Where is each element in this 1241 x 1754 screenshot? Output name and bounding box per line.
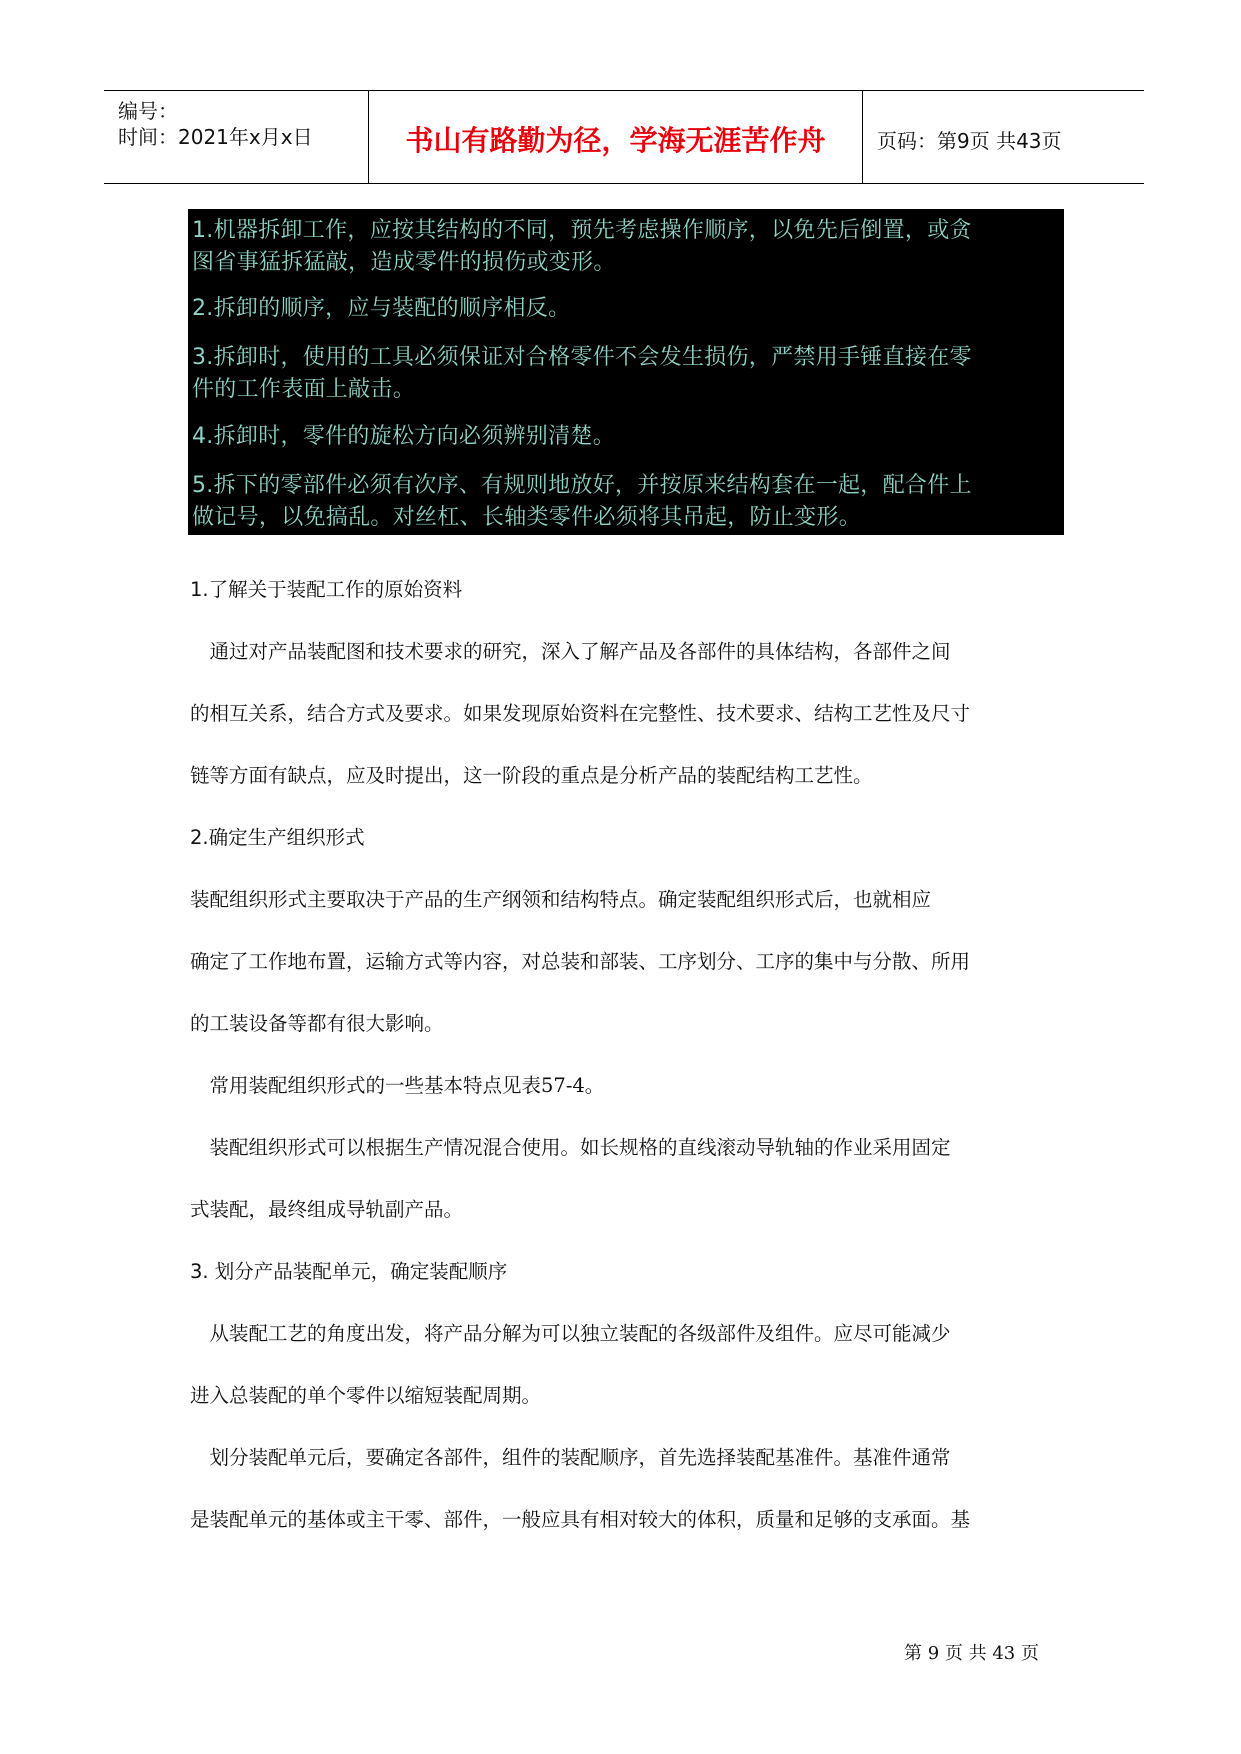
highlight-line: 件的工作表面上敲击。 — [192, 377, 416, 402]
body-text-line: 式装配，最终组成导轨副产品。 — [190, 1198, 464, 1221]
header-left-cell — [104, 91, 369, 183]
body-text-line: 是装配单元的基体或主干零、部件，一般应具有相对较大的体积，质量和足够的支承面。基 — [190, 1508, 971, 1531]
header-motto: 书山有路勤为径，学海无涯苦作舟 — [405, 124, 826, 157]
section-heading: 2.确定生产组织形式 — [190, 826, 365, 849]
body-text-line: 的相互关系，结合方式及要求。如果发现原始资料在完整性、技术要求、结构工艺性及尺寸 — [190, 702, 971, 725]
section-heading: 3. 划分产品装配单元，确定装配顺序 — [190, 1260, 508, 1283]
body-text-line: 从装配工艺的角度出发，将产品分解为可以独立装配的各级部件及组件。应尽可能减少 — [190, 1322, 951, 1345]
header-middle-cell — [369, 91, 863, 183]
highlight-line: 3.拆卸时，使用的工具必须保证对合格零件不会发生损伤，严禁用手锤直接在零 — [192, 345, 972, 370]
body-text-line: 常用装配组织形式的一些基本特点见表57-4。 — [190, 1074, 605, 1097]
body-text-line: 确定了工作地布置，运输方式等内容，对总装和部装、工序划分、工序的集中与分散、所用 — [190, 950, 971, 973]
header-right-cell — [863, 91, 1144, 183]
body-text-line: 链等方面有缺点，应及时提出，这一阶段的重点是分析产品的装配结构工艺性。 — [190, 764, 873, 787]
highlight-line: 5.拆下的零部件必须有次序、有规则地放好，并按原来结构套在一起，配合件上 — [192, 473, 972, 498]
body-text-line: 装配组织形式可以根据生产情况混合使用。如长规格的直线滚动导轨轴的作业采用固定 — [190, 1136, 951, 1159]
page-header — [104, 90, 1144, 184]
highlight-line: 4.拆卸时，零件的旋松方向必须辨别清楚。 — [192, 424, 615, 449]
body-text-line: 的工装设备等都有很大影响。 — [190, 1012, 444, 1035]
body-text-line: 装配组织形式主要取决于产品的生产纲领和结构特点。确定装配组织形式后，也就相应 — [190, 888, 932, 911]
header-page-indicator: 页码：第9页 共43页 — [877, 129, 1062, 153]
body-text-line: 划分装配单元后，要确定各部件，组件的装配顺序，首先选择装配基准件。基准件通常 — [190, 1446, 951, 1469]
highlight-line: 做记号，以免搞乱。对丝杠、长轴类零件必须将其吊起，防止变形。 — [192, 505, 862, 530]
section-heading: 1.了解关于装配工作的原始资料 — [190, 578, 463, 601]
disassembly-rules-box — [188, 209, 1064, 535]
highlight-line: 图省事猛拆猛敲，造成零件的损伤或变形。 — [192, 250, 616, 275]
page-footer: 第 9 页 共 43 页 — [904, 1643, 1039, 1664]
document-number-label: 编号： — [118, 99, 178, 123]
body-text-line: 通过对产品装配图和技术要求的研究，深入了解产品及各部件的具体结构，各部件之间 — [190, 640, 951, 663]
document-time-label: 时间：2021年x月x日 — [118, 125, 313, 149]
highlight-line: 1.机器拆卸工作，应按其结构的不同，预先考虑操作顺序，以免先后倒置，或贪 — [192, 218, 972, 243]
body-text-line: 进入总装配的单个零件以缩短装配周期。 — [190, 1384, 542, 1407]
highlight-line: 2.拆卸的顺序，应与装配的顺序相反。 — [192, 296, 571, 321]
